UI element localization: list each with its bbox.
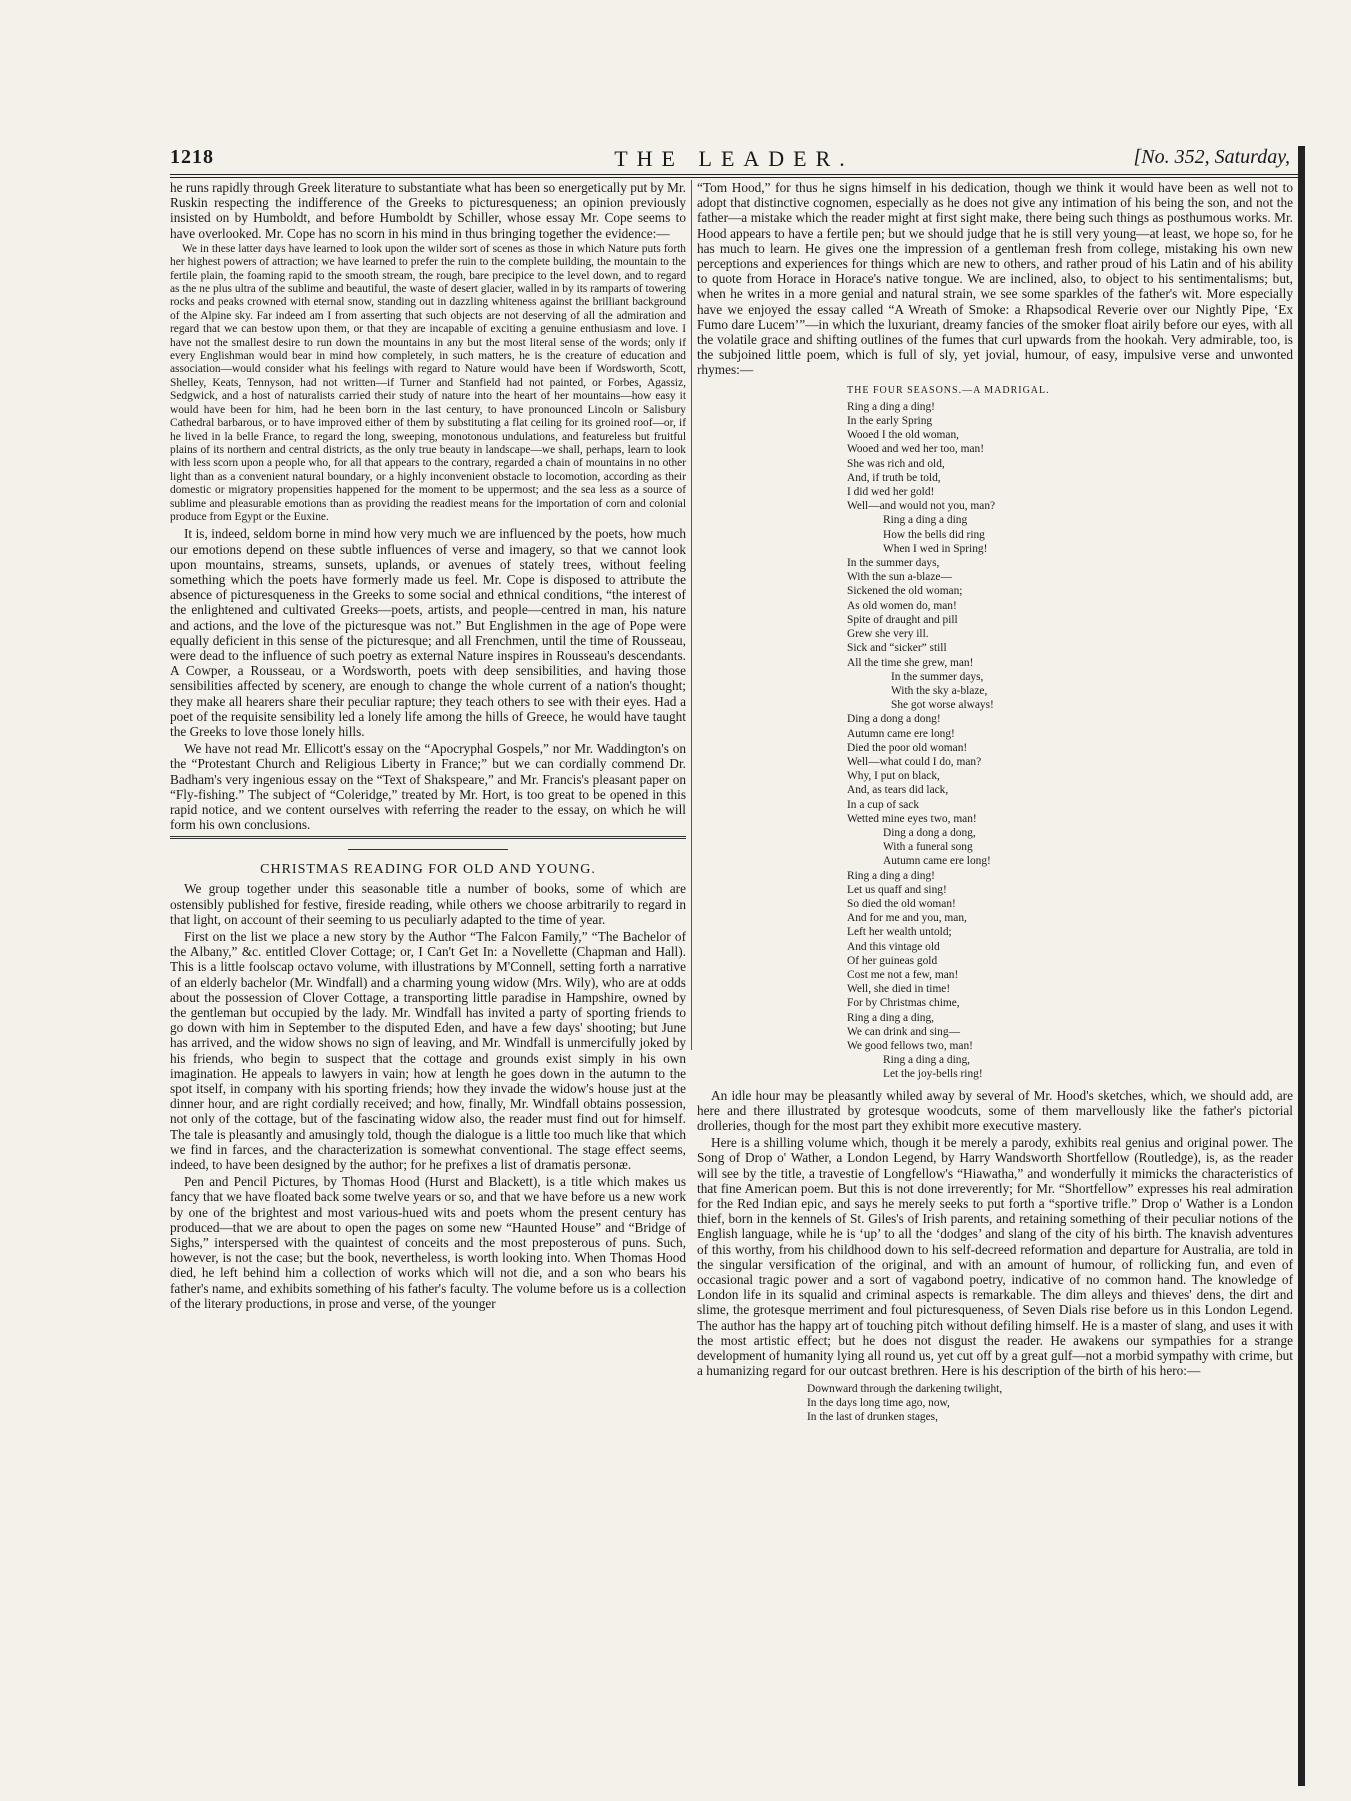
- review-paragraph: An idle hour may be pleasantly whiled away by several of Mr. Hood's sketches, which, we should add, are here and there illustrated by grotesque woodcuts, some of them marvellously like the father's pictorial drolleries, though for the most part they exhibit more executive mastery.: [697, 1087, 1293, 1133]
- poem-line: And, if truth be told,: [847, 471, 941, 484]
- poem-line: And for me and you, man,: [847, 912, 967, 925]
- poem-line: In the summer days,: [891, 670, 984, 683]
- poem-line: Autumn came ere long!: [883, 855, 991, 868]
- page-header: [170, 146, 1298, 176]
- poem-line: In the summer days,: [847, 557, 940, 570]
- header-rule-bottom: [170, 177, 1298, 178]
- poem-line: Ding a dong a dong!: [847, 713, 941, 726]
- column-divider: [691, 180, 692, 1050]
- poem-line: For by Christmas chime,: [847, 997, 960, 1010]
- poem-line: In a cup of sack: [847, 798, 920, 811]
- poem-line: Ding a dong a dong,: [883, 826, 976, 839]
- poem-line: Died the poor old woman!: [847, 741, 968, 754]
- poem-line: I did wed her gold!: [847, 486, 935, 499]
- poem-line: All the time she grew, man!: [847, 656, 974, 669]
- poem-line: Well—and would not you, man?: [847, 500, 996, 513]
- poem-line: Ring a ding a ding,: [847, 1011, 935, 1024]
- poem-line: Grew she very ill.: [847, 628, 929, 641]
- poem-line: Well—what could I do, man?: [847, 755, 982, 768]
- masthead-title: THE LEADER.: [614, 146, 854, 171]
- poem-line: Ring a ding a ding,: [883, 1054, 971, 1067]
- poem-line: Well, she died in time!: [847, 983, 951, 996]
- review-paragraph: We group together under this seasonable title a number of books, some of which are ostensibly published for festive, fireside reading, while others we choose arbitrarily to regard in that light, on account of their seeming to us peculiarly adapted to the time of year.: [170, 881, 686, 927]
- left-column: [170, 180, 686, 1313]
- poem-line: Ring a ding a ding!: [847, 400, 935, 413]
- poem-line: When I wed in Spring!: [883, 542, 988, 555]
- right-column: [697, 180, 1293, 1424]
- poem-line: How the bells did ring: [883, 528, 985, 541]
- poem-line: With the sun a-blaze—: [847, 571, 952, 584]
- poem-title: THE FOUR SEASONS.—A MADRIGAL.: [847, 384, 1050, 396]
- poem-line: Of her guineas gold: [847, 954, 938, 967]
- article-end-rule: [170, 836, 686, 839]
- poem-line: Sickened the old woman;: [847, 585, 963, 598]
- review-paragraph: Pen and Pencil Pictures, by Thomas Hood (Hurst and Blackett), is a title which makes us fancy that we have floated back some twelve years or so, and that we have before us a new work by one of the brightest and most various-hued wits and poets whom the present century has produced—that we are about to open the pages on some new “Haunted House” and “Bridge of Sighs,” interspersed with the quaintest of conceits and the most preposterous of puns. Such, however, is not the case; but the book, nevertheless, is worth looking into. When Thomas Hood died, he left behind him a collection of works which will not die, and a son who bears his father's name, and exhibits something of his father's faculty. The volume before us is a collection of the literary productions, in prose and verse, of the younger: [170, 1174, 686, 1311]
- section-title: CHRISTMAS READING FOR OLD AND YOUNG.: [260, 862, 596, 878]
- poem-line: We good fellows two, man!: [847, 1039, 973, 1052]
- poem-line: Left her wealth untold;: [847, 926, 952, 939]
- poem-line: And this vintage old: [847, 940, 940, 953]
- poem-line: Let the joy-bells ring!: [883, 1068, 983, 1081]
- poem-line: Ring a ding a ding!: [847, 869, 935, 882]
- poem-line: Wetted mine eyes two, man!: [847, 812, 977, 825]
- poem-lines: [847, 400, 1293, 1082]
- poem-block: [697, 384, 1293, 1082]
- poem-line: As old women do, man!: [847, 599, 957, 612]
- poem-line: So died the old woman!: [847, 897, 956, 910]
- poem-line: She got worse always!: [891, 699, 994, 712]
- review-paragraph: First on the list we place a new story by the Author “The Falcon Family,” “The Bachelor of the Albany,” &c. entitled Clover Cottage; or, I Can't Get In: a Novellette (Chapman and Hall). This is a little foolscap octavo volume, with illustrations by M'Connell, setting forth a narrative of an elderly bachelor (Mr. Windfall) and a charming young widow (Mrs. Wily), who are at odds about the possession of Clover Cottage, a transporting little paradise in Hampshire, owned by the gentleman but occupied by the lady. Mr. Windfall has invited a party of sporting friends to go down with him in September to the disputed Eden, and have a few days' shooting; but June has arrived, and the widow shows no sign of leaving, and Mr. Windfall is unmercifully joked by his friends, who begin to suspect that the cottage and grounds exist simply in his own imagination. He appeals to lawyers in vain; how at length he goes down in the autumn to the spot itself, in company with his sporting friends; how they invade the widow's house just at the dinner hour, and are right cordially received; and how, finally, Mr. Windfall obtains possession, not only of the cottage, but of the fascinating widow also, the reader must find out for himself. The tale is pleasantly and amusingly told, though the dialogue is a little too much like that which we find in farces, and the characterization is somewhat conventional. The stage effect seems, indeed, to have been designed by the author; for he prefixes a list of dramatis personæ.: [170, 929, 686, 1173]
- poem-line: Cost me not a few, man!: [847, 968, 959, 981]
- verse-line: In the days long time ago, now,: [807, 1397, 950, 1410]
- verse-line: In the last of drunken stages,: [807, 1411, 938, 1424]
- essay-quotation: We in these latter days have learned to look upon the wilder sort of scenes as those in which Nature puts forth her highest powers of attraction; we have learned to prefer the ruin to the complete building, the mountain to the fertile plain, the foaming rapid to the smooth stream, the rough, bare precipice to the level down, and to regard as the ne plus ultra of the sublime and beautiful, the waste of desert glacier, walled in by its ramparts of towering rocks and peaks crowned with eternal snow, standing out in dazzling whiteness against the brilliant background of the Alpine sky. Far indeed am I from asserting that such objects are not deserving of all the admiration and regard that we can bestow upon them, or that they are incapable of exciting a genuine enthusiasm and love. I have not the smallest desire to run down the mountains in any but the most literal sense of the words; only if every Englishman would bear in mind how completely, in such matters, he is the creature of education and association—would consider what his feelings with regard to Nature would have been if Wordsworth, Scott, Shelley, Keats, Tennyson, had not written—if Turner and Stanfield had not painted, or Forbes, Agassiz, Sedgwick, and a host of naturalists carried their study of nature into the heart of her mountains—how easy it would have been for him, had he been born in the last century, to have pronounced Lincoln or Salisbury Cathedral barbarous, or to have improved either of them by substituting a flat ceiling for its groined roof—or, if he lived in la belle France, to regard the long, sweeping, monotonous undulations, and featureless but fruitful plains of its northern and central districts, as the only true beauty in landscape—we shall, perhaps, learn to look with less scorn upon a people who, for all that appears to the contrary, regarded a chain of mountains in no other light than as a convenient natural boundary, or a highly inconvenient obstacle to locomotion, according as their domestic or migratory propensities happened for the moment to be uppermost; and the sea less as a source of sublime and pleasurable emotions than as providing the readiest means for the importation of corn and colonial produce from Egypt or the Euxine.: [170, 242, 686, 523]
- poem-line: Sick and “sicker” still: [847, 642, 947, 655]
- poem-line: In the early Spring: [847, 415, 933, 428]
- poem-line: Wooed and wed her too, man!: [847, 443, 984, 456]
- poem-line: She was rich and old,: [847, 457, 945, 470]
- section-separator: [348, 849, 508, 850]
- poem-line: Why, I put on black,: [847, 770, 940, 783]
- verse-excerpt: [697, 1382, 1293, 1424]
- verse-line: Downward through the darkening twilight,: [807, 1383, 1003, 1396]
- review-paragraph: “Tom Hood,” for thus he signs himself in his dedication, though we think it would have been as well not to adopt that distinctive cognomen, especially as he does not give any intimation of his being the son, and not the father—a mistake which the reader might at first sight make, there being such things as posthumous works. Mr. Hood appears to have a fertile pen; but we should judge that he is still very young—at least, we hope so, for he has much to learn. He gives one the impression of a gentleman fresh from college, mistaking his own new perceptions and experiences for things which are new to others, and rather proud of his Latin and of his ability to quote from Horace in Horace's native tongue. We are inclined, also, to object to his sentimentalisms; but, when he writes in a more genial and natural strain, we see some sparkles of the father's wit. More especially have we enjoyed the essay called “A Wreath of Smoke: a Rhapsodical Reverie over our Nightly Pipe, ‘Ex Fumo dare Lucem’”—in which the luxuriant, dreamy fancies of the smoker float airily before our eyes, with all the volatile grace and shifting outlines of the fumes that curl upwards from the hookah. Very admirable, too, is the subjoined little poem, which is full of sly, yet jovial, humour, of easy, impulsive verse and unwonted rhymes:—: [697, 180, 1293, 378]
- poem-line: Wooed I the old woman,: [847, 429, 960, 442]
- poem-line: Ring a ding a ding: [883, 514, 968, 527]
- essay-intro-paragraph: he runs rapidly through Greek literature to substantiate what has been so energetically put by Mr. Ruskin respecting the indifference of the Greeks to picturesqueness; an opinion previously insisted on by Humboldt, and before Humboldt by Schiller, whose essay Mr. Cope seems to have overlooked. Mr. Cope has no scorn in his mind in thus bringing together the evidence:—: [170, 180, 686, 241]
- poem-line: With a funeral song: [883, 841, 973, 854]
- header-rule-top: [170, 174, 1298, 175]
- essay-closing-paragraph: We have not read Mr. Ellicott's essay on the “Apocryphal Gospels,” nor Mr. Waddington's on the “Protestant Church and Religious Liberty in France;” but we can cordially commend Dr. Badham's very ingenious essay on the “Text of Shakspeare,” and Mr. Francis's pleasant paper on “Fly-fishing.” The subject of “Coleridge,” treated by Mr. Hort, is too great to be opened in this rapid notice, and we content ourselves with referring the reader to the essay, on which he will form his own conclusions.: [170, 741, 686, 833]
- page-edge-bar: [1298, 146, 1305, 1786]
- poem-line: We can drink and sing—: [847, 1025, 960, 1038]
- poem-line: And, as tears did lack,: [847, 784, 949, 797]
- issue-info: [No. 352, Saturday,: [1133, 146, 1290, 168]
- essay-paragraph: It is, indeed, seldom borne in mind how very much we are influenced by the poets, how much our emotions depend on these subtle influences of verse and imagery, so that we cannot look upon mountains, streams, sunsets, uplands, or avenues of stately trees, without feeling something which the poets have formerly made us feel. Mr. Cope is disposed to attribute the absence of picturesqueness in the Greeks to some social and ethnical conditions, “the interest of the enlightened and cultivated Greeks—poets, artists, and people—centred in man, his nature and actions, and the love of the picturesque was not.” But Englishmen in the age of Pope were equally deficient in this sense of the picturesque; and all Frenchmen, until the time of Rousseau, were dead to the influence of such poetry as external Nature inspires in Rousseau's descendants. A Cowper, a Rousseau, or a Wordsworth, poets with deep sensibilities, and having those sensibilities affected by scenery, are enough to change the whole current of a nation's thought; they make all hearers share their peculiar rapture; they teach others to see with their eyes. Had a poet of the requisite sensibility led a lonely life among the hills of Greece, he would have taught the Greeks to love those lonely hills.: [170, 526, 686, 739]
- poem-line: Autumn came ere long!: [847, 727, 955, 740]
- review-paragraph: Here is a shilling volume which, though it be merely a parody, exhibits real genius and original power. The Song of Drop o' Wather, a London Legend, by Harry Wandsworth Shortfellow (Routledge), is, as the reader will see by the title, a travestie of Longfellow's “Hiawatha,” and wonderfully it mimicks the characteristics of that fine American poem. But this is not done irreverently; for Mr. “Shortfellow” expresses his real admiration for the Red Indian epic, and says he merely seeks to put forth a “sportive trifle.” Drop o' Wather is a London thief, born in the kennels of St. Giles's of Irish parents, and retaining something of their peculiar notions of the English language, while he is ‘up’ to all the ‘dodges’ and slang of the city of his birth. The knavish adventures of this worthy, from his childhood down to his self-decreed reformation and departure for Australia, are told in the singular versification of the original, and with an amount of humour, of rollicking fun, and even of occasional tragic power and a sort of vagabond poetry, indicative of no common hand. The knowledge of London life in its squalid and criminal aspects is remarkable. The dim alleys and thieves' dens, the dirt and slime, the grotesque merriment and foul picturesqueness, of Seven Dials rise before us in this London Legend. The author has the happy art of touching pitch without defiling himself. He is a master of slang, and uses it with the most artistic effect; but he does not disgust the reader. He awakens our sympathies for a strange development of humanity lying all round us, yet cut off by a great gulf—not a morbid sympathy with crime, but a humanizing regard for our outcast brethren. Here is his description of the birth of his hero:—: [697, 1135, 1293, 1379]
- poem-line: Spite of draught and pill: [847, 613, 958, 626]
- poem-line: With the sky a-blaze,: [891, 684, 988, 697]
- poem-line: Let us quaff and sing!: [847, 883, 947, 896]
- page-number: 1218: [170, 146, 214, 168]
